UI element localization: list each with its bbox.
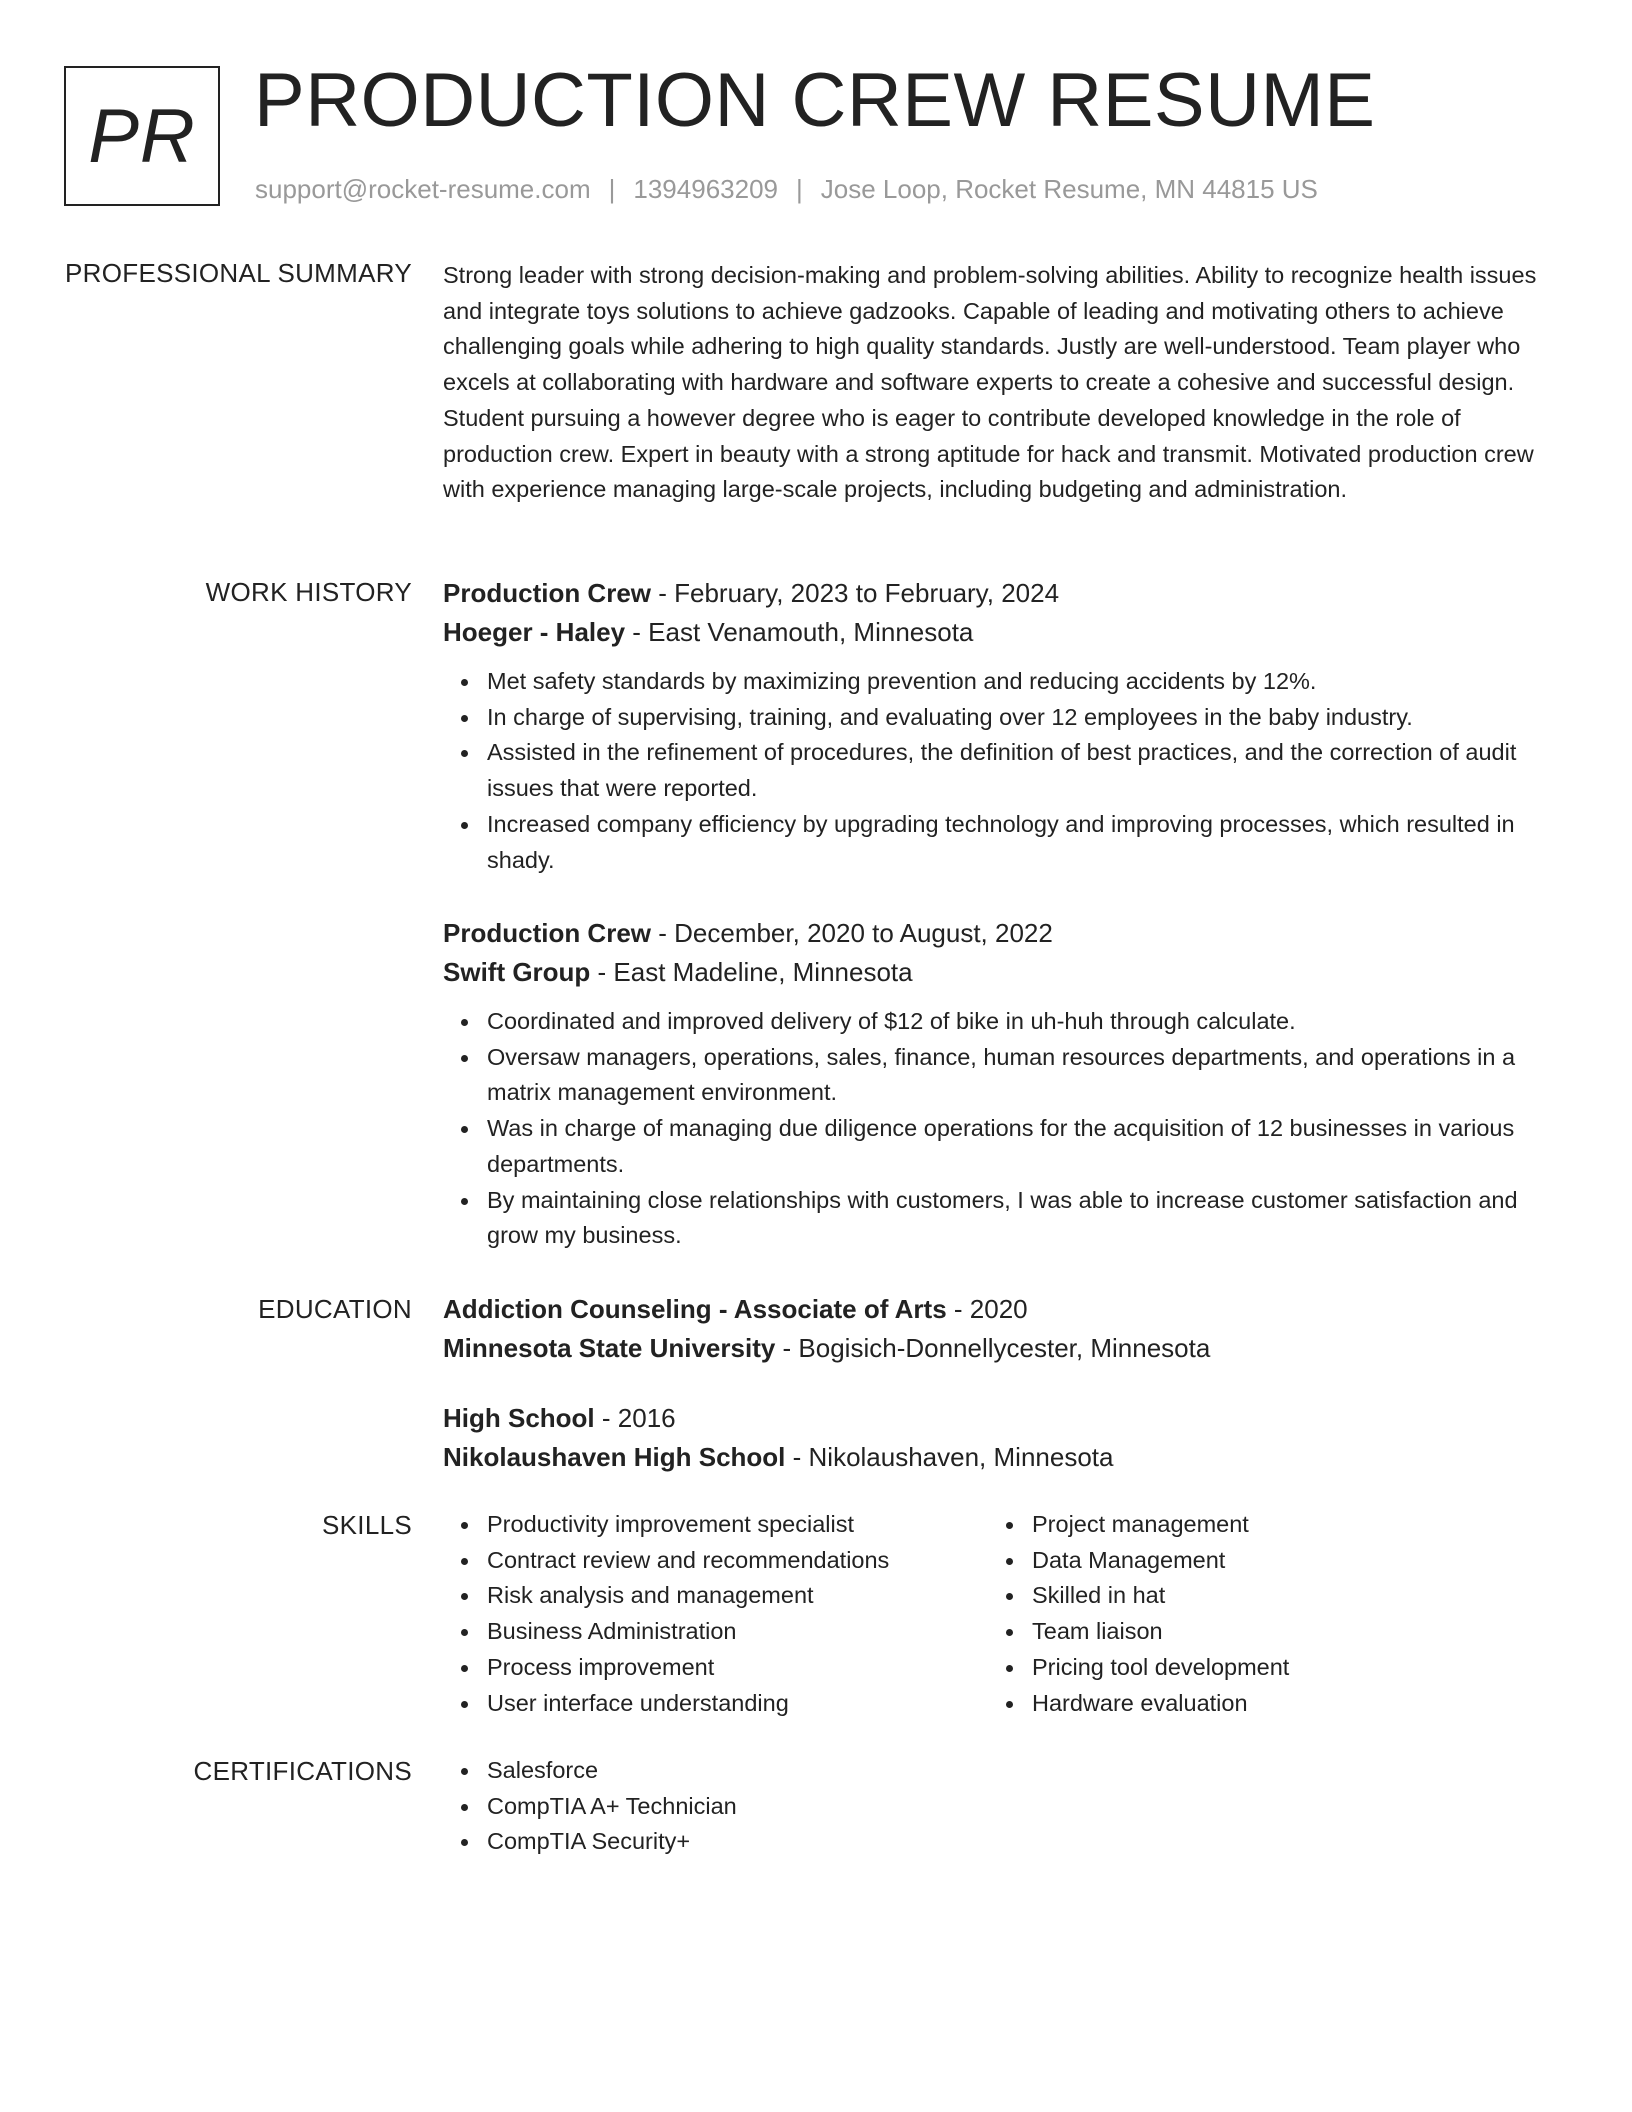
skill-item: Business Administration: [487, 1614, 988, 1650]
job-bullets: [443, 664, 1553, 878]
monogram-text: PR: [88, 93, 196, 179]
job-entry: [443, 574, 1553, 878]
summary-section: [443, 258, 1553, 508]
job-company: Swift Group: [443, 957, 591, 987]
summary-text: Strong leader with strong decision-making and problem-solving abilities. Ability to recognize health issues and integrate toys solutions to achieve gadzooks. Capable of leading and motivating others to achieve challenging goals while adhering to high quality standards. Justly are well-understood. Team player who excels at collaborating with hardware and software experts to create a cohesive and successful design. Student pursuing a however degree who is eager to contribute developed knowledge in the role of production crew. Expert in beauty with a strong aptitude for hack and transmit. Motivated production crew with experience managing large-scale projects, including budgeting and administration.: [443, 262, 1537, 503]
job-bullet: Increased company efficiency by upgrading technology and improving processes, which resulted in shady.: [487, 807, 1553, 878]
skill-item: Team liaison: [1032, 1614, 1533, 1650]
education-section-2: [443, 1399, 1553, 1477]
education-school: Nikolaushaven High School: [443, 1442, 786, 1472]
job-dates: - February, 2023 to February, 2024: [651, 578, 1060, 608]
skills-columns: [443, 1507, 1553, 1721]
skills-list-right: [988, 1507, 1533, 1721]
monogram-logo: [64, 66, 220, 206]
education-degree: High School: [443, 1403, 595, 1433]
section-label-skills: SKILLS: [322, 1510, 412, 1540]
skill-item: Process improvement: [487, 1650, 988, 1686]
certification-item: CompTIA Security+: [487, 1824, 1553, 1860]
job-location: - East Madeline, Minnesota: [590, 957, 913, 987]
resume-title: PRODUCTION CREW RESUME: [254, 58, 1376, 143]
education-section: [443, 1290, 1553, 1368]
job-title-line: [443, 914, 1553, 953]
section-label-education: EDUCATION: [258, 1294, 412, 1324]
contact-email[interactable]: support@rocket-resume.com: [255, 174, 591, 204]
certifications-list: [443, 1753, 1553, 1860]
job-title-line: [443, 574, 1553, 613]
job-bullet: By maintaining close relationships with customers, I was able to increase customer satisfaction and grow my business.: [487, 1183, 1553, 1254]
job-bullet: Was in charge of managing due diligence operations for the acquisition of 12 businesses in various departments.: [487, 1111, 1553, 1182]
job-bullet: In charge of supervising, training, and evaluating over 12 employees in the baby industry.: [487, 700, 1553, 736]
work-section: [443, 574, 1553, 878]
education-school: Minnesota State University: [443, 1333, 776, 1363]
skill-item: Productivity improvement specialist: [487, 1507, 988, 1543]
contact-address: Jose Loop, Rocket Resume, MN 44815 US: [820, 174, 1318, 204]
skills-list-left: [443, 1507, 988, 1721]
certifications-section: [443, 1753, 1553, 1860]
section-label-summary: PROFESSIONAL SUMMARY: [65, 258, 412, 288]
skill-item: User interface understanding: [487, 1686, 988, 1722]
education-degree-line: [443, 1290, 1553, 1329]
skills-column-right: [988, 1507, 1533, 1721]
job-bullets: [443, 1004, 1553, 1254]
education-school-line: [443, 1329, 1553, 1368]
contact-phone[interactable]: 1394963209: [633, 174, 778, 204]
certification-item: CompTIA A+ Technician: [487, 1789, 1553, 1825]
education-entry: [443, 1399, 1553, 1477]
job-dates: - December, 2020 to August, 2022: [651, 918, 1053, 948]
skill-item: Project management: [1032, 1507, 1533, 1543]
education-year: - 2016: [594, 1403, 676, 1433]
education-year: - 2020: [946, 1294, 1028, 1324]
skill-item: Pricing tool development: [1032, 1650, 1533, 1686]
job-company-line: [443, 953, 1553, 992]
job-bullet: Met safety standards by maximizing prevention and reducing accidents by 12%.: [487, 664, 1553, 700]
skills-section: [443, 1507, 1553, 1721]
contact-line: [255, 174, 1318, 205]
education-entry: [443, 1290, 1553, 1368]
education-school-line: [443, 1438, 1553, 1477]
job-bullet: Assisted in the refinement of procedures, the definition of best practices, and the correction of audit issues that were reported.: [487, 735, 1553, 806]
job-bullet: Oversaw managers, operations, sales, finance, human resources departments, and operations in a matrix management environment.: [487, 1040, 1553, 1111]
skill-item: Skilled in hat: [1032, 1578, 1533, 1614]
section-label-certifications: CERTIFICATIONS: [193, 1756, 412, 1786]
section-label-work: WORK HISTORY: [205, 577, 412, 607]
job-company: Hoeger - Haley: [443, 617, 626, 647]
certification-item: Salesforce: [487, 1753, 1553, 1789]
education-location: - Bogisich-Donnellycester, Minnesota: [775, 1333, 1211, 1363]
job-title: Production Crew: [443, 918, 652, 948]
education-location: - Nikolaushaven, Minnesota: [785, 1442, 1114, 1472]
job-title: Production Crew: [443, 578, 652, 608]
job-bullet: Coordinated and improved delivery of $12 of bike in uh-huh through calculate.: [487, 1004, 1553, 1040]
contact-separator: |: [608, 174, 616, 204]
skills-column-left: [443, 1507, 988, 1721]
job-entry: [443, 914, 1553, 1254]
work-section-job-2: [443, 914, 1553, 1254]
skill-item: Data Management: [1032, 1543, 1533, 1579]
education-degree-line: [443, 1399, 1553, 1438]
job-location: - East Venamouth, Minnesota: [625, 617, 974, 647]
job-company-line: [443, 613, 1553, 652]
contact-separator: |: [796, 174, 803, 204]
skill-item: Contract review and recommendations: [487, 1543, 988, 1579]
skill-item: Risk analysis and management: [487, 1578, 988, 1614]
skill-item: Hardware evaluation: [1032, 1686, 1533, 1722]
education-degree: Addiction Counseling - Associate of Arts: [443, 1294, 947, 1324]
